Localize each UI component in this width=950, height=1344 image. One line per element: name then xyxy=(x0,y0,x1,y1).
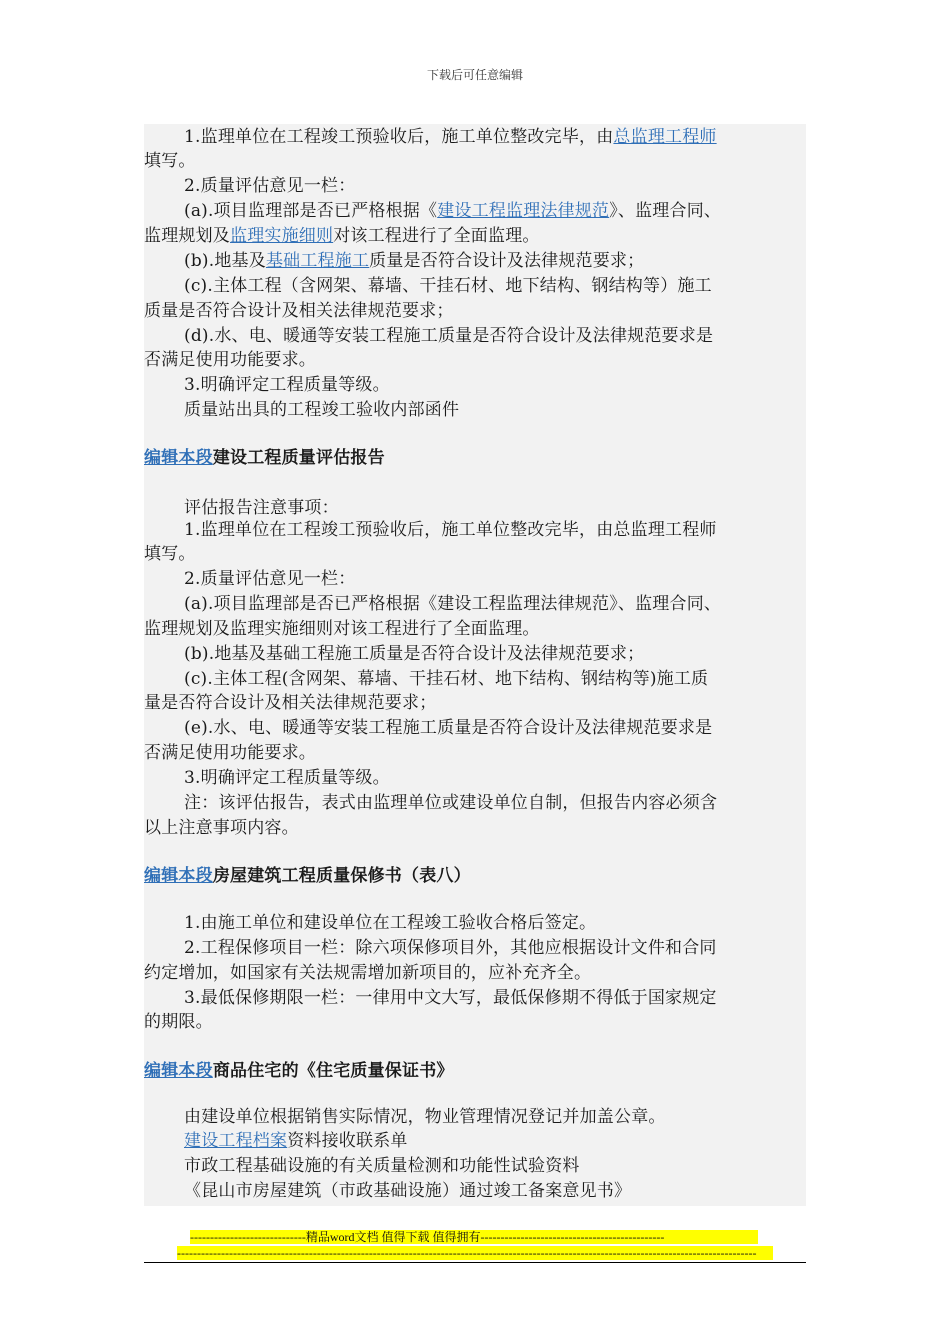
paragraph-line: (b).地基及基础工程施工质量是否符合设计及法律规范要求； xyxy=(184,251,645,271)
link-chief-supervising-engineer[interactable]: 总监理工程师 xyxy=(613,127,717,147)
paragraph-line: 填写。 xyxy=(144,151,196,171)
paragraph-line: 监理规划及监理实施细则对该工程进行了全面监理。 xyxy=(144,619,540,639)
paragraph-line: (c).主体工程（含网架、幕墙、干挂石材、地下结构、钢结构等）施工 xyxy=(184,276,712,296)
paragraph-line: 填写。 xyxy=(144,544,196,564)
document-body xyxy=(144,124,806,1206)
paragraph-line: 2.工程保修项目一栏：除六项保修项目外，其他应根据设计文件和合同 xyxy=(184,938,717,958)
paragraph-line: 评估报告注意事项： xyxy=(184,498,339,518)
section-heading: 编辑本段房屋建筑工程质量保修书（表八） xyxy=(144,866,471,886)
paragraph-line: 监理规划及监理实施细则对该工程进行了全面监理。 xyxy=(144,226,540,246)
paragraph-line: 市政工程基础设施的有关质量检测和功能性试验资料 xyxy=(184,1156,580,1176)
paragraph-line: 2.质量评估意见一栏： xyxy=(184,569,356,589)
paragraph-line: 注：该评估报告，表式由监理单位或建设单位自制，但报告内容必须含 xyxy=(184,793,718,813)
link-supervision-regulations[interactable]: 建设工程监理法律规范 xyxy=(437,201,610,221)
page-header-note: 下载后可任意编辑 xyxy=(426,68,523,82)
paragraph-line: (c).主体工程(含网架、幕墙、干挂石材、地下结构、钢结构等)施工质 xyxy=(184,669,709,689)
paragraph-line: 3.最低保修期限一栏：一律用中文大写，最低保修期不得低于国家规定 xyxy=(184,988,717,1008)
link-foundation-construction[interactable]: 基础工程施工 xyxy=(265,251,370,271)
footer-rule xyxy=(144,1262,806,1263)
paragraph-line: (a).项目监理部是否已严格根据《建设工程监理法律规范》、监理合同、 xyxy=(184,594,722,614)
paragraph-line: (d).水、电、暖通等安装工程施工质量是否符合设计及法律规范要求是 xyxy=(184,326,714,346)
paragraph-line: 由建设单位根据销售实际情况，物业管理情况登记并加盖公章。 xyxy=(184,1107,666,1127)
paragraph-line: 1.监理单位在工程竣工预验收后，施工单位整改完毕，由总监理工程师 xyxy=(184,127,717,147)
paragraph-line: 质量是否符合设计及相关法律规范要求； xyxy=(144,301,454,321)
section-heading: 编辑本段建设工程质量评估报告 xyxy=(144,448,385,468)
paragraph-line: 1.由施工单位和建设单位在工程竣工验收合格后签定。 xyxy=(184,913,597,933)
paragraph-line: 3.明确评定工程质量等级。 xyxy=(184,768,390,788)
footer-banner: -----------------------------精品word文档 值得下载 值得拥有---------------------------------------------- xyxy=(190,1230,758,1244)
section-heading: 编辑本段商品住宅的《住宅质量保证书》 xyxy=(144,1061,454,1081)
paragraph-line: 1.监理单位在工程竣工预验收后，施工单位整改完毕，由总监理工程师 xyxy=(184,520,717,540)
link-construction-archives[interactable]: 建设工程档案 xyxy=(184,1131,288,1151)
paragraph-line: (a).项目监理部是否已严格根据《建设工程监理法律规范》、监理合同、 xyxy=(184,201,722,221)
paragraph-line: (e).水、电、暖通等安装工程施工质量是否符合设计及法律规范要求是 xyxy=(184,718,713,738)
paragraph-line: (b).地基及基础工程施工质量是否符合设计及法律规范要求； xyxy=(184,644,645,664)
paragraph-line: 否满足使用功能要求。 xyxy=(144,350,316,370)
paragraph-line: 约定增加，如国家有关法规需增加新项目的，应补充齐全。 xyxy=(144,963,592,983)
paragraph-line: 以上注意事项内容。 xyxy=(144,818,299,838)
edit-section-link[interactable]: 编辑本段 xyxy=(144,448,213,468)
link-supervision-implementation-rules[interactable]: 监理实施细则 xyxy=(230,226,334,246)
edit-section-link[interactable]: 编辑本段 xyxy=(144,866,213,886)
paragraph-line: 的期限。 xyxy=(144,1012,213,1032)
edit-section-link[interactable]: 编辑本段 xyxy=(144,1061,213,1081)
paragraph-line: 3.明确评定工程质量等级。 xyxy=(184,375,390,395)
paragraph-line: 否满足使用功能要求。 xyxy=(144,743,316,763)
paragraph-line: 《昆山市房屋建筑（市政基础设施）通过竣工备案意见书》 xyxy=(184,1181,632,1201)
paragraph-line: 量是否符合设计及相关法律规范要求； xyxy=(144,693,437,713)
paragraph-line: 质量站出具的工程竣工验收内部函件 xyxy=(184,400,460,420)
footer-banner-dashes: ------------------------------------------------------------------------------------------------------------------------------------------------- xyxy=(177,1246,773,1260)
paragraph-line: 建设工程档案资料接收联系单 xyxy=(184,1131,408,1151)
paragraph-line: 2.质量评估意见一栏： xyxy=(184,176,356,196)
